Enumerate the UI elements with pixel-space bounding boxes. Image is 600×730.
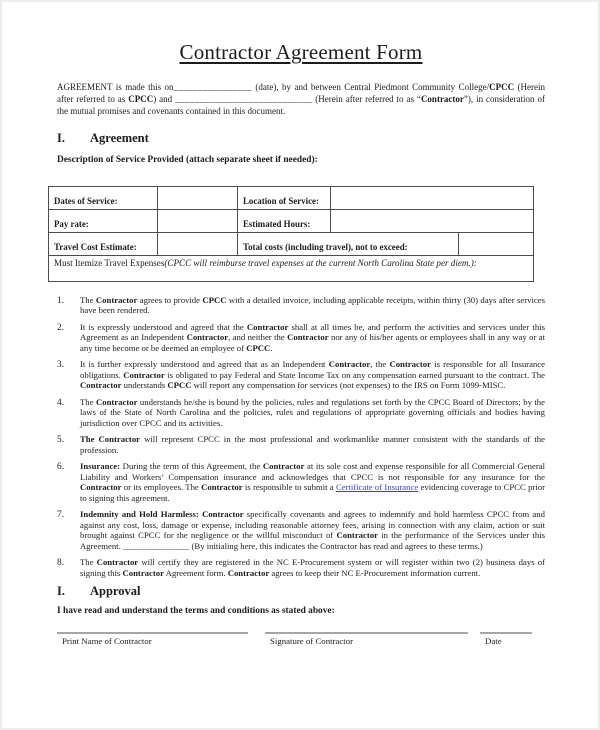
text-segment: (date), by and between Central Piedmont Community College/ (251, 82, 490, 92)
signature-field-label: Print Name of Contractor (62, 636, 152, 647)
list-item-text (80, 295, 545, 316)
intro-paragraph (57, 82, 545, 118)
text-segment: Agreement form. (163, 567, 228, 578)
text-segment: CPCC (128, 93, 154, 104)
contractor-name-blank: ____________________________ (175, 93, 313, 104)
list-item-text (80, 434, 545, 455)
text-segment: understands he/she is bound by the policies, rules and regulations set forth by the CPCC Board of Directors; by the laws of the State of North Carolina and the policies, rules and regulations of appropriate governing officials and bodies having jurisdiction over CPCC and its activities. (80, 396, 545, 428)
text-segment: understands (121, 380, 168, 391)
text-segment: Contractor (186, 332, 229, 343)
text-segment: It is further expressly understood and agreed that as an Independent (80, 359, 329, 370)
list-item-text (80, 461, 545, 503)
text-segment: (Herein after referred to as “ (312, 93, 421, 104)
list-item-text (80, 397, 545, 429)
text-segment: During the term of this Agreement, the (120, 461, 263, 472)
text-segment: is obligated to pay Federal and State Income Tax on any compensation earned pursuant to the contract. The (164, 369, 545, 380)
table-value-travel-cost-estimate (158, 233, 238, 255)
text-segment: will certify they are registered in the NC E-Procurement system or will register within two (2) business days of signing this (80, 557, 545, 578)
table-row (49, 233, 533, 256)
text-segment: Contractor (328, 359, 371, 370)
text-segment: Contractor (287, 332, 329, 343)
service-description-label: Description of Service Provided (attach separate sheet if needed): (57, 154, 318, 165)
table-label-travel-cost-estimate: Travel Cost Estimate: (49, 233, 158, 255)
list-item-text (80, 557, 545, 578)
text-segment: CPCC (167, 380, 192, 391)
text-segment: Contractor (201, 482, 243, 493)
text-segment: nor any of his/her agents or employees shall in any way or at any time become or be deemed an employee of (80, 332, 546, 353)
table-label-pay-rate: Pay rate: (49, 210, 158, 232)
text-segment: Contractor (95, 294, 138, 305)
signature-field-label: Date (485, 636, 502, 647)
page-title (57, 40, 545, 65)
signature-field-print-name (57, 632, 248, 646)
initials-blank: ______________ (122, 540, 190, 551)
section-heading-agreement (57, 131, 545, 146)
text-segment: agrees to provide (137, 294, 203, 305)
text-segment: (CPCC will reimburse travel expenses at the current North Carolina State per diem.): (164, 257, 477, 268)
list-item (57, 434, 545, 455)
text-segment: It is expressly understood and agreed that the (80, 321, 247, 332)
table-value-estimated-hours (331, 210, 533, 232)
text-segment: Contractor (80, 380, 122, 391)
text-segment: Indemnity and Hold Harmless: Contractor (80, 509, 244, 520)
text-segment: CPCC (489, 82, 515, 92)
text-segment: with a detailed invoice, including applicable receipts, within thirty (30) days after services have been rendered. (80, 294, 545, 316)
text-segment: (By initialing here, this indicates the Contractor has read and agrees to these terms.) (189, 540, 483, 551)
table-label-total-costs: Total costs (including travel), not to exceed: (238, 233, 459, 255)
date-blank: ________________ (173, 82, 252, 92)
text-segment: Contractor (420, 93, 464, 104)
table-value-total-costs (459, 233, 533, 255)
text-segment: is responsible to submit a (242, 482, 336, 493)
list-item-number: 6. (57, 462, 65, 473)
list-item (57, 359, 545, 391)
text-segment: Insurance: (80, 461, 121, 472)
list-item-text (80, 509, 545, 551)
text-segment: Contractor (122, 567, 164, 578)
service-details-table (48, 186, 534, 282)
text-segment: CPCC (246, 342, 271, 353)
section-title: Approval (90, 584, 141, 599)
list-item (57, 557, 545, 578)
text-segment: . (270, 342, 273, 353)
text-segment: will report any compensation for services (not expenses) to the IRS on Form 1099-MISC. (191, 380, 506, 391)
table-label-location-of-service: Location of Service: (238, 187, 331, 209)
text-segment: Contractor (96, 557, 139, 568)
signature-section (57, 632, 545, 646)
list-item-number: 8. (57, 558, 65, 569)
text-segment: Must Itemize Travel Expenses (54, 257, 165, 268)
approval-statement: I have read and understand the terms and conditions as stated above: (57, 606, 335, 617)
text-segment: Contractor (80, 482, 122, 493)
text-segment: , and neither the (228, 332, 288, 343)
text-segment: Contractor (336, 530, 378, 541)
text-segment: The (80, 294, 96, 305)
text-segment: , the (370, 359, 390, 370)
text-segment: Contractor (246, 321, 289, 332)
section-numeral: I. (57, 130, 65, 145)
text-segment: The Contractor (80, 434, 141, 445)
list-item-number: 2. (57, 322, 65, 333)
text-segment: in the performance of the Services under this Agreement. (80, 530, 546, 551)
list-item (57, 397, 545, 429)
text-segment: will represent CPCC in the most professional and workmanlike manner consistent with the standards of the profession. (80, 434, 545, 455)
text-segment: The (80, 557, 97, 568)
table-label-dates-of-service: Dates of Service: (49, 187, 158, 209)
list-item-number: 7. (57, 510, 65, 521)
table-row (49, 187, 533, 210)
list-item-number: 3. (57, 360, 65, 371)
list-item-number: 4. (57, 397, 65, 408)
text-segment: CPCC (202, 294, 227, 305)
page-title-text: Contractor Agreement Form (179, 40, 423, 64)
text-segment: Contractor (123, 369, 165, 380)
signature-field-label: Signature of Contractor (270, 636, 354, 647)
signature-field-signature (265, 632, 468, 646)
section-title: Agreement (90, 130, 149, 145)
table-row (49, 256, 533, 281)
table-value-pay-rate (158, 210, 238, 232)
list-item (57, 322, 545, 354)
text-segment: Contractor (262, 461, 305, 472)
text-segment: at its sole cost and expense responsible for all Commercial General Liability and Workers’ Compensation insurance and acknowledges that CPCC is not responsible for any insurance for the (80, 461, 545, 482)
table-value-dates-of-service (158, 187, 238, 209)
section-numeral: I. (57, 584, 65, 599)
terms-list (57, 295, 545, 579)
text-segment: ”), in consideration of the mutual promises and covenants contained in this document. (57, 93, 545, 116)
list-item (57, 461, 545, 503)
table-note-itemize-travel (49, 256, 533, 281)
signature-field-date (480, 632, 532, 646)
list-item (57, 295, 545, 316)
list-item-text (80, 359, 545, 391)
text-segment: Contractor (227, 567, 270, 578)
text-segment: or its employees. The (121, 482, 202, 493)
text-segment: specifically covenants and agrees to indemnify and hold harmless CPCC from and against any cost, loss, damage or expense, including reasonable attorney fees, arising in connection with any claim, action or suit brought against CPCC for the negligence or the willful misconduct of (80, 509, 545, 541)
text-segment: agrees to keep their NC E-Procurement information current. (269, 567, 481, 578)
list-item-number: 5. (57, 435, 65, 446)
table-row (49, 210, 533, 233)
list-item (57, 509, 545, 551)
text-segment: (Herein after referred to as (57, 82, 546, 104)
section-heading-approval (57, 584, 545, 599)
text-segment: Contractor (95, 396, 138, 407)
text-segment: evidencing coverage to CPCC prior to signing this agreement. (80, 482, 545, 503)
list-item-text (80, 322, 545, 354)
table-value-location-of-service (331, 187, 533, 209)
list-item-number: 1. (57, 295, 65, 306)
table-label-estimated-hours: Estimated Hours: (238, 210, 331, 232)
text-segment: ) and (153, 93, 176, 104)
text-segment: is responsible for all Insurance obligations. (80, 359, 545, 380)
text-segment: The (80, 396, 96, 407)
certificate-of-insurance-link[interactable]: Certificate of Insurance (335, 482, 419, 493)
text-segment: AGREEMENT is made this on (57, 82, 174, 92)
text-segment: shall at all times be, and perform the activities and services under this Agreement as an Independent (80, 321, 545, 343)
text-segment: Contractor (389, 359, 431, 370)
